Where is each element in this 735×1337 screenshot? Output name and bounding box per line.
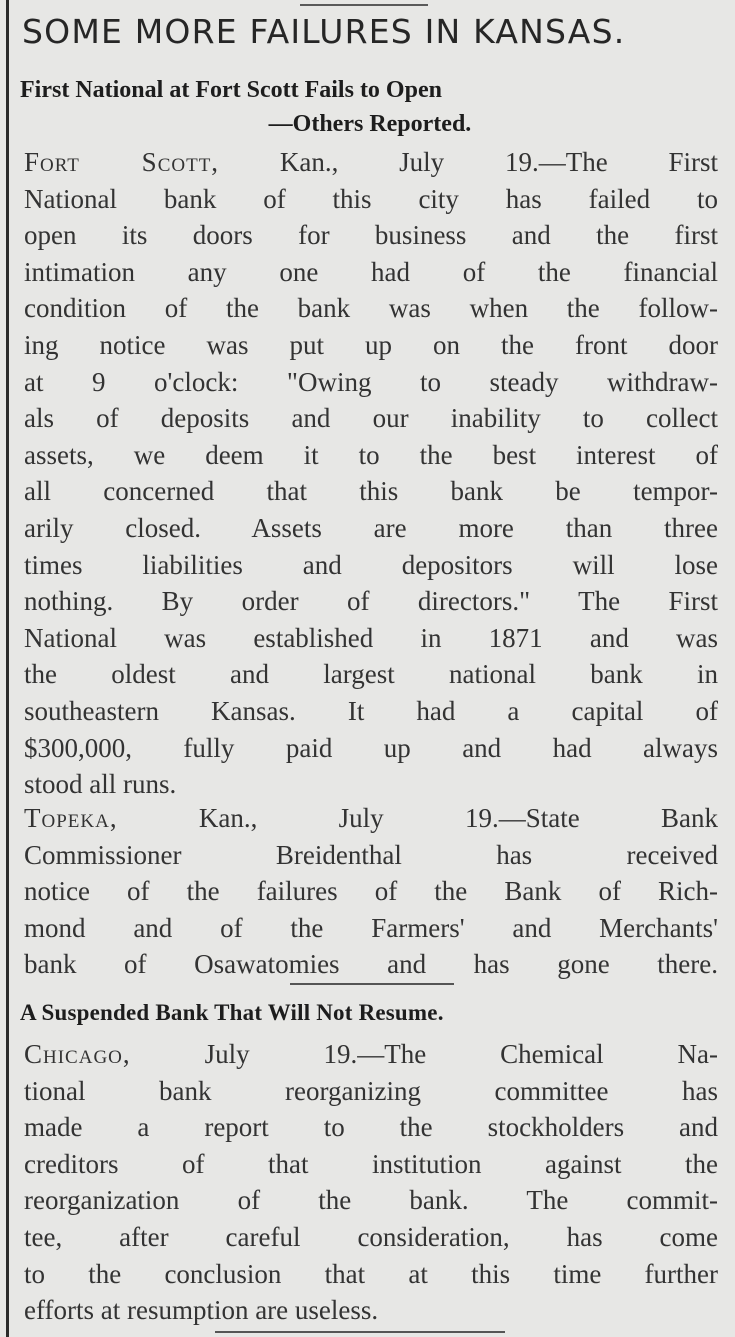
paragraph-line: notice of the failures of the Bank of Rich-	[24, 876, 718, 907]
text: Kan., July 19.—State Bank	[117, 803, 718, 833]
paragraph-line: open its doors for business and the first	[24, 220, 718, 251]
paragraph-line: National bank of this city has failed to	[24, 183, 718, 214]
paragraph-line: nothing. By order of directors." The First	[24, 586, 718, 617]
paragraph-line: condition of the bank was when the follow-	[24, 293, 718, 324]
paragraph-line: National was established in 1871 and was	[24, 622, 718, 653]
text: July 19.—The Chemical Na-	[130, 1039, 718, 1069]
paragraph-line: als of deposits and our inability to collect	[24, 403, 718, 434]
bottom-divider	[215, 1331, 505, 1333]
subhead-line: —Others Reported.	[268, 111, 472, 137]
paragraph-line: stood all runs.	[24, 769, 177, 800]
subhead-line: First National at Fort Scott Fails to Open	[20, 77, 442, 103]
dateline: Chicago,	[24, 1039, 131, 1069]
paragraph-line: creditors of that institution against the	[24, 1148, 718, 1179]
paragraph-line: arily closed. Assets are more than three	[24, 512, 718, 543]
section-divider	[290, 983, 454, 985]
paragraph-line: efforts at resumption are useless.	[24, 1295, 379, 1326]
text: Kan., July 19.—The First	[219, 147, 718, 177]
paragraph-line: bank of Osawatomies and has gone there.	[24, 949, 718, 980]
paragraph-line: mond and of the Farmers' and Merchants'	[24, 912, 718, 943]
headline: SOME MORE FAILURES IN KANSAS.	[22, 12, 626, 51]
paragraph-line: tee, after careful consideration, has come	[24, 1221, 718, 1252]
dateline: Topeka,	[24, 803, 118, 833]
paragraph-line: times liabilities and depositors will lose	[24, 549, 718, 580]
paragraph-line: intimation any one had of the financial	[24, 256, 718, 287]
paragraph-line: assets, we deem it to the best interest of	[24, 439, 718, 470]
paragraph-line: $300,000, fully paid up and had always	[24, 732, 718, 763]
paragraph-line: at 9 o'clock: "Owing to steady withdraw-	[24, 366, 718, 397]
paragraph-chicago	[24, 1036, 718, 1329]
paragraph-topeka	[24, 800, 718, 983]
paragraph-line: to the conclusion that at this time further	[24, 1258, 718, 1289]
paragraph-fort-scott	[24, 144, 718, 803]
paragraph-line: Commissioner Breidenthal has received	[24, 839, 718, 870]
paragraph-line: reorganization of the bank. The commit-	[24, 1185, 718, 1216]
paragraph-line: all concerned that this bank be tempor-	[24, 476, 718, 507]
subhead-fort-scott	[20, 73, 720, 141]
top-rule	[300, 4, 428, 6]
paragraph-line	[24, 800, 718, 837]
paragraph-line: tional bank reorganizing committee has	[24, 1075, 718, 1106]
paragraph-line	[24, 144, 718, 181]
paragraph-line: ing notice was put up on the front door	[24, 329, 718, 360]
column-rule	[6, 0, 9, 1337]
paragraph-line: the oldest and largest national bank in	[24, 659, 718, 690]
paragraph-line	[24, 1036, 718, 1073]
dateline: Fort Scott,	[24, 147, 220, 177]
subhead-chicago: A Suspended Bank That Will Not Resume.	[20, 1000, 444, 1025]
paragraph-line: southeastern Kansas. It had a capital of	[24, 695, 718, 726]
paragraph-line: made a report to the stockholders and	[24, 1112, 718, 1143]
